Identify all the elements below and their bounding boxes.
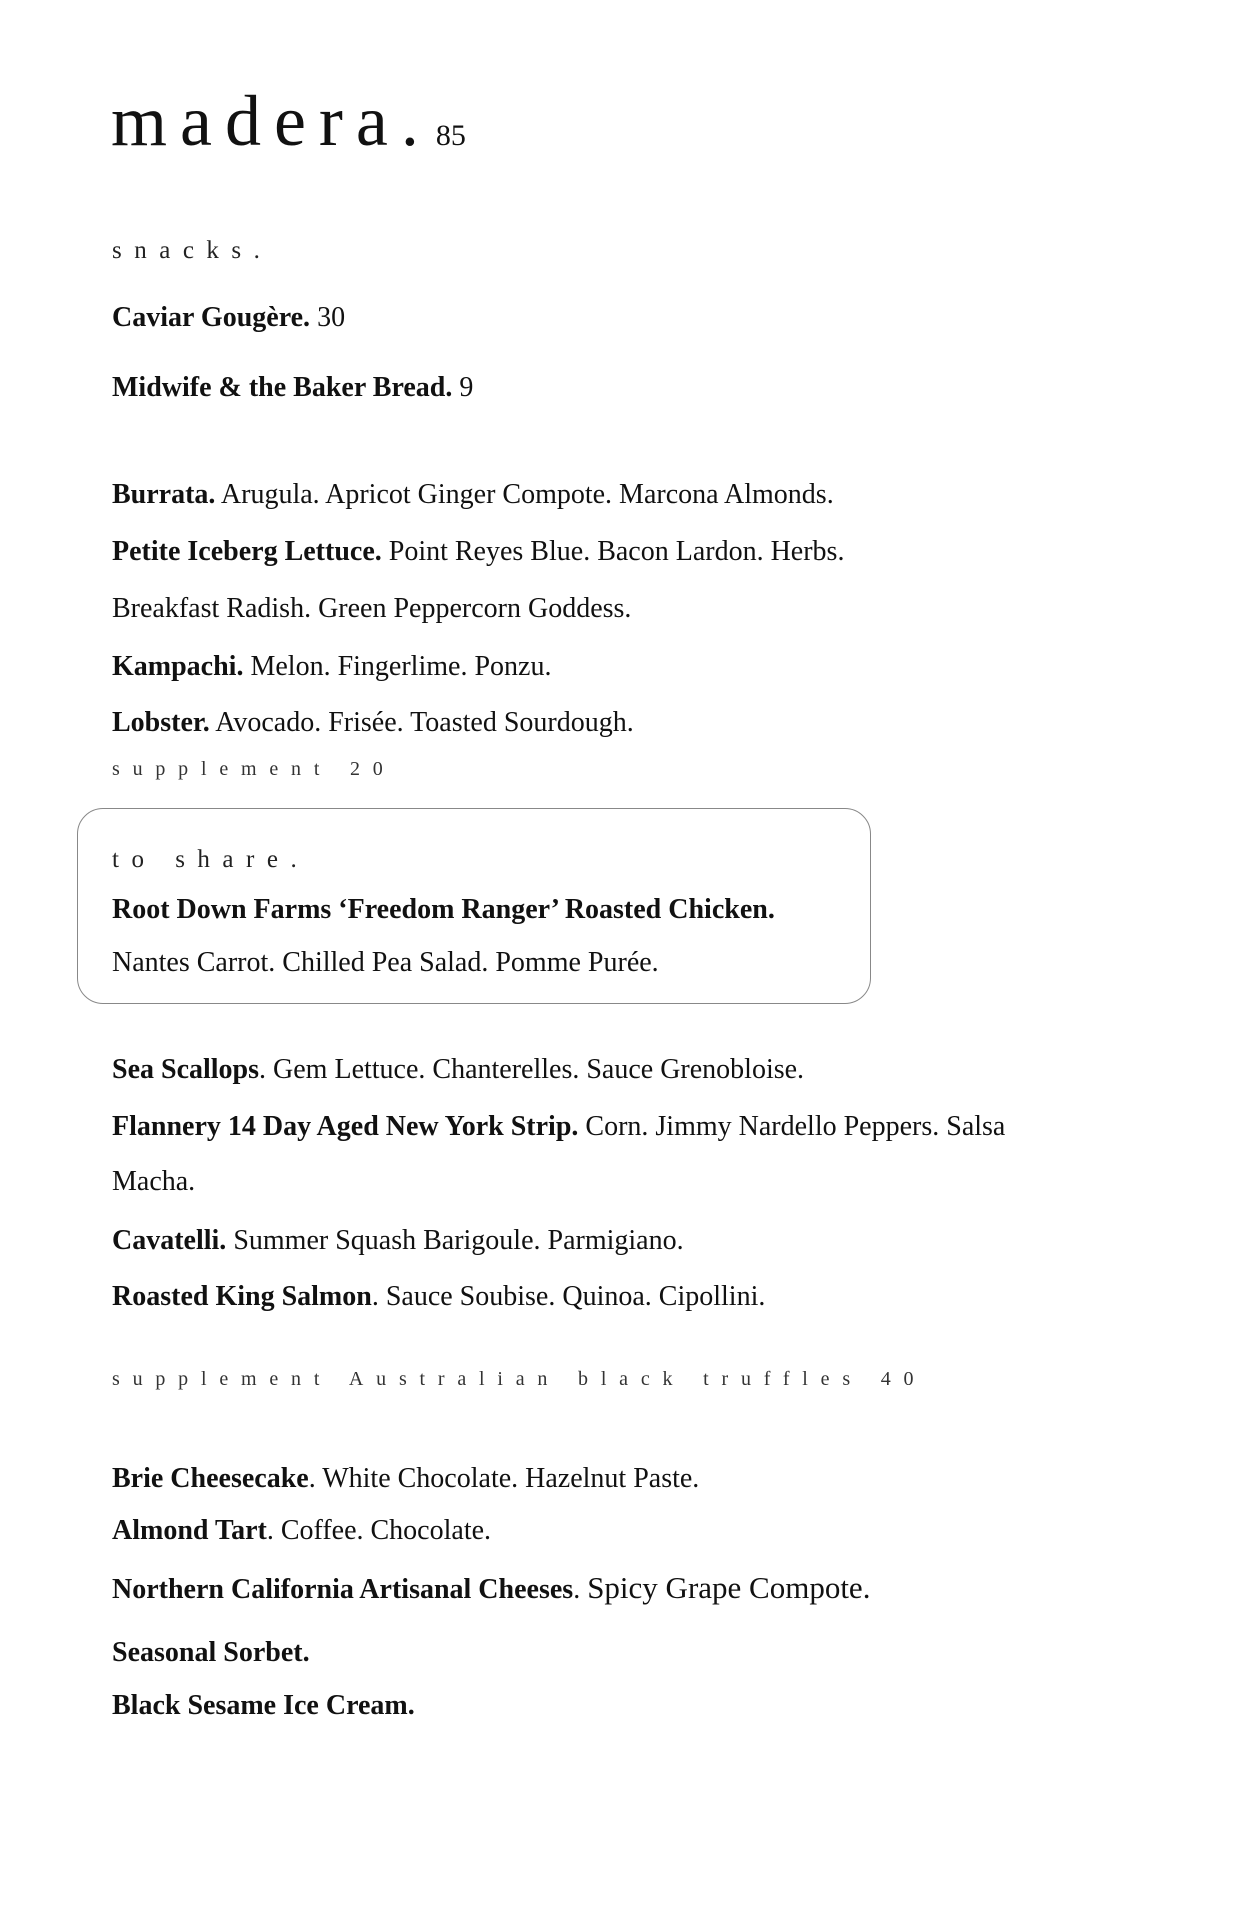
supplement-note: supplement Australian black truffles 40 [112,1368,927,1390]
menu-item [112,1281,765,1313]
menu-item [112,1054,804,1086]
restaurant-name: madera. [111,81,432,161]
item-name: Brie Cheesecake [112,1463,309,1494]
tasting-price: 85 [435,119,466,152]
item-desc: Nantes Carrot. Chilled Pea Salad. Pomme Purée. [112,947,659,978]
item-name: Black Sesame Ice Cream. [112,1690,415,1721]
item-desc: Summer Squash Barigoule. Parmigiano. [233,1225,684,1256]
item-name: Roasted King Salmon [112,1281,372,1312]
item-desc-continued: Breakfast Radish. Green Peppercorn Goddess. [112,593,632,624]
item-name: Sea Scallops [112,1054,260,1085]
menu-item [112,1637,310,1669]
menu-item [112,1463,699,1495]
item-name: Kampachi. [112,651,244,682]
item-name: Midwife & the Baker Bread. [112,372,453,403]
menu-item [112,536,844,568]
supplement-note: supplement 20 [112,758,396,780]
item-separator: . [573,1574,581,1605]
item-desc: . Gem Lettuce. Chanterelles. Sauce Grenobloise. [259,1054,805,1085]
menu-item [112,1225,684,1257]
item-name: Caviar Gougère. [112,302,311,333]
menu-item [112,372,473,404]
item-name: Northern California Artisanal Cheeses [112,1574,574,1605]
item-name: Flannery 14 Day Aged New York Strip. [112,1111,579,1142]
menu-item [112,894,775,926]
menu-item [112,479,834,511]
menu-item [112,302,345,334]
item-name: Lobster. [112,707,210,738]
item-name: Burrata. [112,479,216,510]
item-desc: Point Reyes Blue. Bacon Lardon. Herbs. [388,536,845,567]
item-desc: Spicy Grape Compote. [587,1570,871,1605]
item-desc-continued: Macha. [112,1166,196,1197]
section-label-to-share: to share. [112,846,310,873]
restaurant-title [111,81,466,161]
menu-item [112,1570,870,1606]
item-name: Petite Iceberg Lettuce. [112,536,382,567]
item-desc: . Coffee. Chocolate. [266,1515,492,1546]
menu-item [112,707,634,739]
menu-item [112,651,551,683]
item-desc: Avocado. Frisée. Toasted Sourdough. [215,707,634,738]
item-desc: Arugula. Apricot Ginger Compote. Marcona Almonds. [220,479,834,510]
item-price: 9 [459,372,474,403]
item-price: 30 [317,302,346,333]
item-desc: Corn. Jimmy Nardello Peppers. Salsa [585,1111,1006,1142]
item-name: Cavatelli. [112,1225,227,1256]
menu-item [112,1515,491,1547]
item-desc: Melon. Fingerlime. Ponzu. [250,651,552,682]
menu-item [112,1111,1005,1143]
item-name: Seasonal Sorbet. [112,1637,310,1668]
item-name: Root Down Farms ‘Freedom Ranger’ Roasted Chicken. [112,894,775,925]
menu-item [112,1690,415,1722]
item-name: Almond Tart [112,1515,267,1546]
section-label-snacks: snacks. [112,237,273,264]
item-desc: . White Chocolate. Hazelnut Paste. [308,1463,700,1494]
item-desc: . Sauce Soubise. Quinoa. Cipollini. [371,1281,766,1312]
